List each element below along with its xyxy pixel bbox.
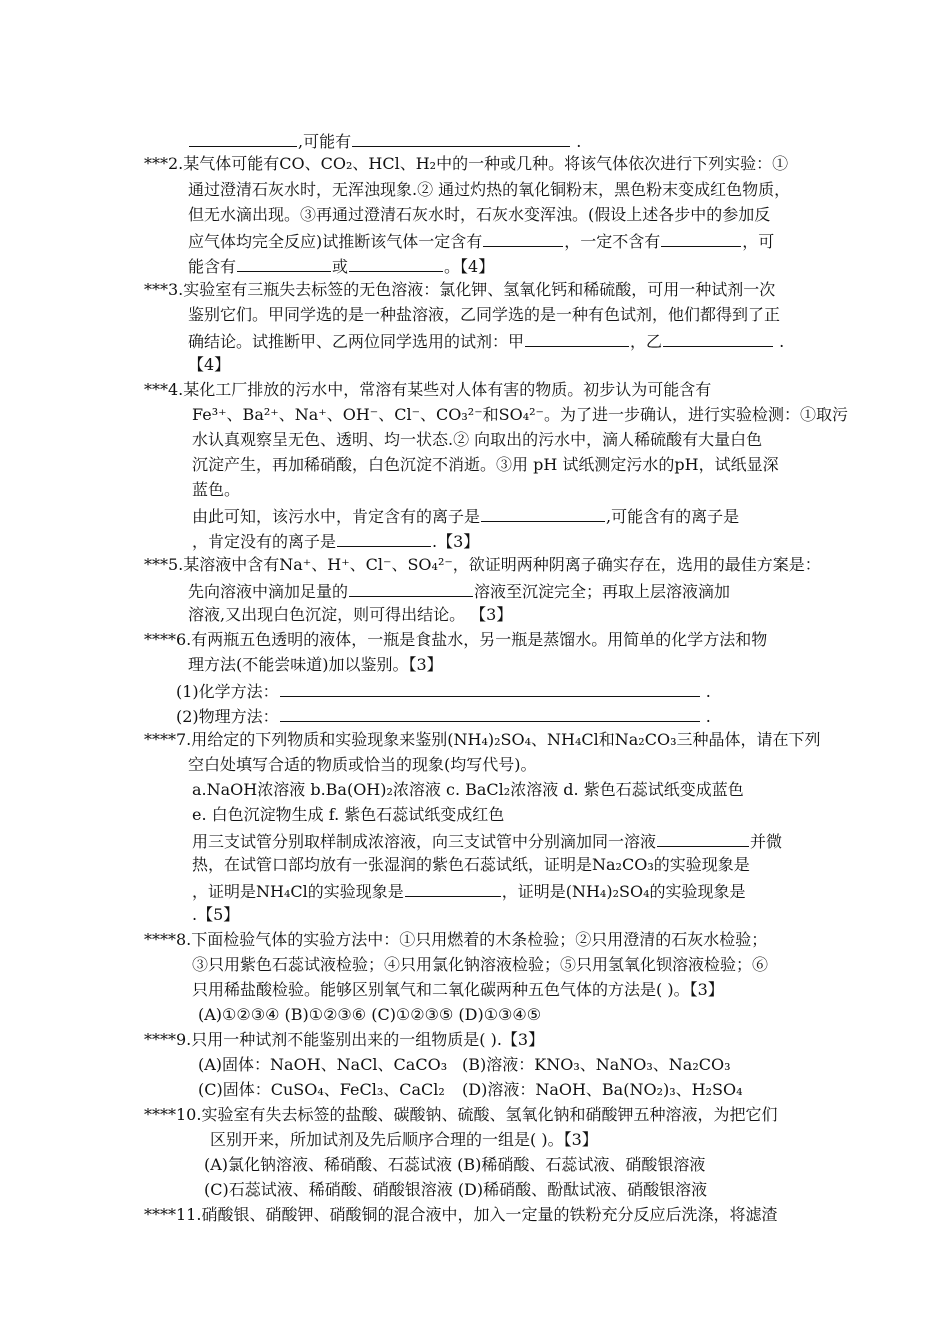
answer-blank[interactable] — [349, 580, 473, 597]
question-9-choice-b: (B)溶液：KNO₃、NaNO₃、Na₂CO₃ — [462, 1055, 731, 1074]
question-9-choice-c: (C)固体：CuSO₄、FeCl₃、CaCl₂ — [198, 1080, 445, 1099]
answer-blank[interactable] — [337, 530, 431, 547]
question-9-choice-a: (A)固体：NaOH、NaCl、CaCO₃ — [198, 1055, 448, 1074]
answer-blank[interactable] — [663, 330, 773, 347]
answer-blank[interactable] — [280, 705, 700, 722]
question-2-line-3: 但无水滴出现。③再通过澄清石灰水时，石灰水变浑浊。(假设上述各步中的参加反 — [188, 205, 771, 224]
question-3-line-1: ***3.实验室有三瓶失去标签的无色溶液：氯化钾、氢氧化钙和稀硫酸，可用一种试剂一次 — [144, 280, 776, 299]
answer-blank[interactable] — [483, 230, 563, 247]
answer-blank[interactable] — [280, 680, 700, 697]
question-7-line-1: ****7.用给定的下列物质和实验现象来鉴别(NH₄)₂SO₄、NH₄Cl和Na₂CO₃三种晶体，请在下列 — [144, 730, 821, 749]
answer-blank[interactable] — [349, 255, 443, 272]
question-5-line-2: 先向溶液中滴加足量的 溶液至沉淀完全；再取上层溶液滴加 — [188, 582, 731, 601]
question-6-chemical-method: (1)化学方法： . — [176, 682, 711, 701]
question-10-choices-cd: (C)石蕊试液、稀硝酸、硝酸银溶液 (D)稀硝酸、酚酞试液、硝酸银溶液 — [204, 1180, 708, 1199]
question-4-line-2: Fe³⁺、Ba²⁺、Na⁺、OH⁻、Cl⁻、CO₃²⁻和SO₄²⁻。为了进一步确认，进行实验检测：①取污 — [192, 405, 849, 424]
question-3-line-4: 【4】 — [188, 355, 231, 374]
question-4-line-7: ，肯定没有的离子是 .【3】 — [192, 532, 480, 551]
question-8-line-1: ****8.下面检验气体的实验方法中：①只用燃着的木条检验；②只用澄清的石灰水检验； — [144, 930, 768, 949]
question-7-line-8: .【5】 — [192, 905, 240, 924]
question-5-line-1: ***5.某溶液中含有Na⁺、H⁺、Cl⁻、SO₄²⁻，欲证明两种阴离子确实存在，选用的最佳方案是： — [144, 555, 821, 574]
question-7-line-6: 热，在试管口部均放有一张湿润的紫色石蕊试纸，证明是Na₂CO₃的实验现象是 — [192, 855, 750, 874]
question-5-line-3: 溶液,又出现白色沉淀，则可得出结论。 【3】 — [188, 605, 513, 624]
answer-blank[interactable] — [481, 505, 605, 522]
question-2-line-2: 通过澄清石灰水时，无浑浊现象.② 通过灼热的氧化铜粉末，黑色粉末变成红色物质， — [188, 180, 791, 199]
question-11-line-1: ****11.硝酸银、硝酸钾、硝酸铜的混合液中，加入一定量的铁粉充分反应后洗涤，将滤渣 — [144, 1205, 778, 1224]
question-4-line-6: 由此可知，该污水中，肯定含有的离子是 ,可能含有的离子是 — [192, 507, 740, 526]
question-4-line-1: ***4.某化工厂排放的污水中，常溶有某些对人体有害的物质。初步认为可能含有 — [144, 380, 712, 399]
question-7-line-2: 空白处填写合适的物质或恰当的现象(均写代号)。 — [188, 755, 537, 774]
answer-blank[interactable] — [352, 130, 570, 147]
question-10-line-1: ****10.实验室有失去标签的盐酸、碳酸钠、硫酸、氢氧化钠和硝酸钾五种溶液，为把它们 — [144, 1105, 778, 1124]
question-2-line-4: 应气体均完全反应)试推断该气体一定含有 ，一定不含有 ，可 — [188, 232, 775, 251]
answer-blank[interactable] — [237, 255, 331, 272]
question-4-line-5: 蓝色。 — [192, 480, 241, 499]
answer-blank[interactable] — [189, 130, 297, 147]
question-10-line-2: 区别开来，所加试剂及先后顺序合理的一组是( )。【3】 — [210, 1130, 598, 1149]
question-9-line-1: ****9.只用一种试剂不能鉴别出来的一组物质是( ).【3】 — [144, 1030, 545, 1049]
answer-blank[interactable] — [405, 880, 501, 897]
question-6-line-2: 理方法(不能尝味道)加以鉴别。【3】 — [188, 655, 443, 674]
question-2-line-1: ***2.某气体可能有CO、CO₂、HCl、H₂中的一种或几种。将该气体依次进行下列实验：① — [144, 154, 789, 173]
answer-blank[interactable] — [525, 330, 629, 347]
question-4-line-4: 沉淀产生，再加稀硝酸，白色沉淀不消逝。③用 pH 试纸测定污水的pH，试纸显深 — [192, 455, 779, 474]
question-10-choices-ab: (A)氯化钠溶液、稀硝酸、石蕊试液 (B)稀硝酸、石蕊试液、硝酸银溶液 — [204, 1155, 706, 1174]
question-7-options-1: a.NaOH浓溶液 b.Ba(OH)₂浓溶液 c. BaCl₂浓溶液 d. 紫色石蕊试纸变成蓝色 — [192, 780, 744, 799]
question-6-line-1: ****6.有两瓶五色透明的液体，一瓶是食盐水，另一瓶是蒸馏水。用简单的化学方法和物 — [144, 630, 768, 649]
question-2-line-5: 能含有 或 。【4】 — [188, 257, 495, 276]
question-3-line-2: 鉴别它们。甲同学选的是一种盐溶液，乙同学选的是一种有色试剂，他们都得到了正 — [188, 305, 781, 324]
question-7-options-2: e. 白色沉淀物生成 f. 紫色石蕊试纸变成红色 — [192, 805, 505, 824]
question-7-line-5: 用三支试管分别取样制成浓溶液，向三支试管中分别滴加同一溶液 并微 — [192, 832, 783, 851]
question-8-line-3: 只用稀盐酸检验。能够区别氧气和二氧化碳两种五色气体的方法是( )。【3】 — [192, 980, 724, 999]
answer-blank[interactable] — [661, 230, 741, 247]
continuation-line: ,可能有 . — [188, 130, 581, 152]
question-8-choices: (A)①②③④ (B)①②③⑥ (C)①②③⑤ (D)①③④⑤ — [198, 1005, 542, 1024]
question-4-line-3: 水认真观察呈无色、透明、均一状态.② 向取出的污水中，滴人稀硫酸有大量白色 — [192, 430, 763, 449]
question-9-choice-d: (D)溶液：NaOH、Ba(NO₂)₃、H₂SO₄ — [462, 1080, 743, 1099]
answer-blank[interactable] — [657, 830, 749, 847]
question-8-line-2: ③只用紫色石蕊试液检验；④只用氯化钠溶液检验；⑤只用氢氧化钡溶液检验；⑥ — [192, 955, 769, 974]
question-3-line-3: 确结论。试推断甲、乙两位同学选用的试剂：甲 ，乙 . — [188, 332, 785, 351]
question-6-physical-method: (2)物理方法： . — [176, 707, 711, 726]
question-7-line-7: ，证明是NH₄Cl的实验现象是 ，证明是(NH₄)₂SO₄的实验现象是 — [192, 882, 746, 901]
